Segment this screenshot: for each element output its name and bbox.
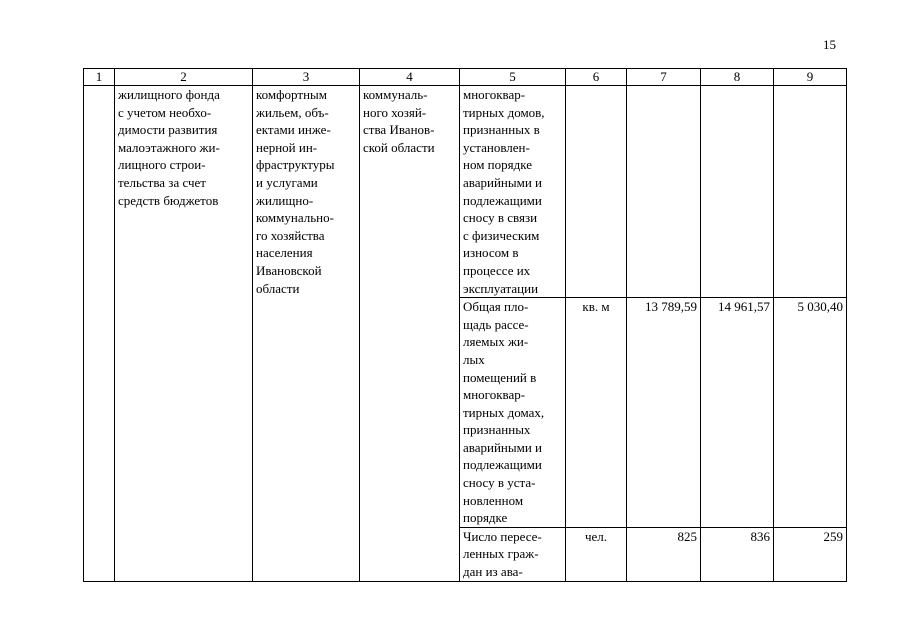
column-number-row <box>84 69 847 86</box>
column-number: 1 <box>84 69 115 86</box>
value-cell: 13 789,59 <box>627 298 701 528</box>
indicator-cell: многоквар- тирных домов, признанных в установлен- ном порядке аварийными и подлежащими сносу в связи с физическим износом в процессе их эксплуатации <box>460 86 566 298</box>
executor-cell: коммуналь- ного хозяй- ства Иванов- ской области <box>360 86 460 582</box>
column-number: 2 <box>115 69 253 86</box>
goal-cell: комфортным жильем, объ- ектами инже- нерной ин- фраструктуры и услугами жилищно- коммунально- го хозяйства населения Ивановской области <box>253 86 360 582</box>
column-number: 9 <box>774 69 847 86</box>
value-cell <box>627 86 701 298</box>
unit-cell: чел. <box>566 527 627 581</box>
unit-cell <box>566 86 627 298</box>
column-number: 7 <box>627 69 701 86</box>
task-cell: жилищного фонда с учетом необхо- димости развития малоэтажного жи- лищного строи- тельства за счет средств бюджетов <box>115 86 253 582</box>
value-cell: 259 <box>774 527 847 581</box>
indicator-cell: Число пересе- ленных граж- дан из ава- <box>460 527 566 581</box>
column-number: 5 <box>460 69 566 86</box>
column-number: 4 <box>360 69 460 86</box>
indicators-table <box>83 68 847 582</box>
value-cell: 5 030,40 <box>774 298 847 528</box>
value-cell <box>774 86 847 298</box>
value-cell: 836 <box>701 527 774 581</box>
row-number-cell <box>84 86 115 582</box>
table-row <box>84 86 847 298</box>
value-cell <box>701 86 774 298</box>
unit-cell: кв. м <box>566 298 627 528</box>
column-number: 8 <box>701 69 774 86</box>
column-number: 3 <box>253 69 360 86</box>
value-cell: 14 961,57 <box>701 298 774 528</box>
column-number: 6 <box>566 69 627 86</box>
value-cell: 825 <box>627 527 701 581</box>
page-number: 15 <box>823 37 836 52</box>
indicator-cell: Общая пло- щадь рассе- ляемых жи- лых помещений в многоквар- тирных домах, признанных аварийными и подлежащими сносу в уста- новленном порядке <box>460 298 566 528</box>
